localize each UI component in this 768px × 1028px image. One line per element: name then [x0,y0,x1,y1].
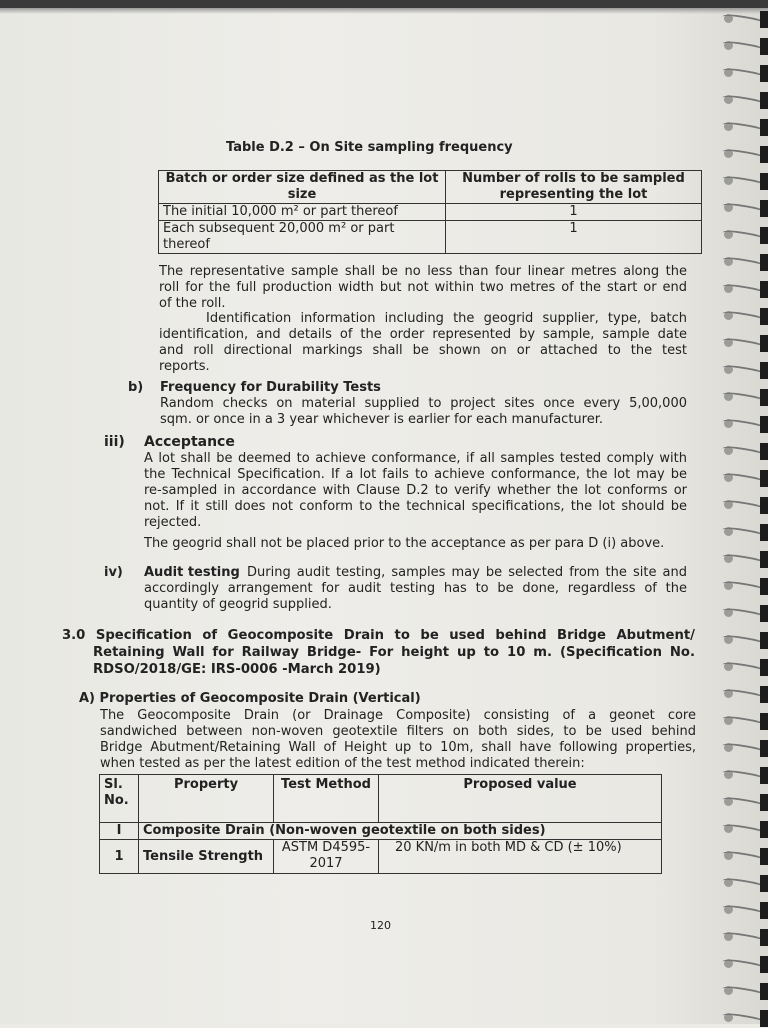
paragraph-line: The representative sample shall be no less than four linear metres along the [159,264,687,279]
paragraph-line: reports. [159,359,210,374]
table-cell: The initial 10,000 m² or part thereof [159,204,446,221]
binding-coil [720,797,768,807]
paragraph-line: Bridge Abutment/Retaining Wall of Height up to 10m, shall have following properties, [100,740,696,755]
table-section-row [100,823,662,840]
binding-coil [720,311,768,321]
table-cell: Each subsequent 20,000 m² or part thereof [159,221,446,254]
paragraph-line: sqm. or once in a 3 year whichever is earlier for each manufacturer. [160,412,604,427]
binding-coil [720,932,768,942]
paragraph-line: accordingly arrangement for audit testing has to be done, regardless of the [144,581,687,596]
section-heading: Audit testing [144,565,240,580]
table-header-cell: Test Method [274,775,379,823]
sampling-frequency-table [158,170,702,254]
binding-coil [720,176,768,186]
binding-coil [720,527,768,537]
table-row [159,204,702,221]
binding-coil [720,203,768,213]
table-header-row [159,171,702,204]
table-header-row [100,775,662,823]
section-heading: Retaining Wall for Railway Bridge- For height up to 10 m. (Specification No. [93,645,695,660]
item-number: iii) [104,434,125,450]
binding-coil [720,365,768,375]
table-header-cell: Proposed value [379,775,662,823]
table-cell: 20 KN/m in both MD & CD (± 10%) [379,840,662,874]
binding-coil [720,878,768,888]
table-header-cell: Sl. No. [100,775,139,823]
table-cell: 1 [446,204,702,221]
scan-top-edge [0,0,768,8]
geocomposite-properties-table [99,774,662,874]
binding-coil [720,1013,768,1023]
binding-coil [720,149,768,159]
paragraph-line: sandwiched between non-woven geotextile filters on both sides, to be used behind [100,724,696,739]
binding-coil [720,419,768,429]
binding-coil [720,959,768,969]
paragraph-line: not. If it still does not conform to the technical specifications, the lot should be [144,499,687,514]
paragraph-line: roll for the full production width but not within two metres of the start or end [159,280,687,295]
section-heading: 3.0 Specification of Geocomposite Drain to be used behind Bridge Abutment/ [62,628,695,643]
section-heading: A) Properties of Geocomposite Drain (Vertical) [79,691,421,706]
table-header-cell: Number of rolls to be sampled representing the lot [446,171,702,204]
table-row [159,221,702,254]
binding-coil [720,230,768,240]
binding-coil [720,635,768,645]
table-d2-title: Table D.2 – On Site sampling frequency [226,140,513,155]
item-number: iv) [104,565,123,580]
paragraph-line: A lot shall be deemed to achieve conformance, if all samples tested comply with [144,451,687,466]
table-cell: Tensile Strength [139,840,274,874]
binding-coil [720,824,768,834]
binding-coil [720,851,768,861]
binding-coil [720,608,768,618]
binding-coil [720,338,768,348]
item-number: b) [128,380,144,395]
section-heading: Acceptance [144,434,235,450]
table-cell: ASTM D4595-2017 [274,840,379,874]
table-cell: Composite Drain (Non-woven geotextile on both sides) [139,823,662,840]
table-cell: I [100,823,139,840]
binding-coil [720,257,768,267]
paragraph-line: re-sampled in accordance with Clause D.2 to verify whether the lot conforms or [144,483,687,498]
binding-coil [720,473,768,483]
binding-coil [720,446,768,456]
binding-coil [720,392,768,402]
binding-coil [720,284,768,294]
paragraph-line: and roll directional markings shall be shown on or attached to the test [159,343,687,358]
paragraph-line: of the roll. [159,296,226,311]
table-row [100,840,662,874]
paragraph-line: quantity of geogrid supplied. [144,597,332,612]
paragraph-line: when tested as per the latest edition of the test method indicated therein: [100,756,585,771]
paragraph-line: Random checks on material supplied to project sites once every 5,00,000 [160,396,687,411]
binding-coil [720,770,768,780]
scan-top-shadow [0,8,768,14]
binding-coil [720,41,768,51]
binding-coil [720,14,768,24]
binding-coil [720,581,768,591]
paragraph-line: the Technical Specification. If a lot fails to achieve conformance, the lot may be [144,467,687,482]
paragraph-line: The geogrid shall not be placed prior to the acceptance as per para D (i) above. [144,536,665,551]
binding-coil [720,986,768,996]
paragraph-line: During audit testing, samples may be selected from the site and [247,565,687,580]
binding-coil [720,689,768,699]
binding-coil [720,122,768,132]
binding-coil [720,554,768,564]
binding-coil [720,662,768,672]
binding-coil [720,95,768,105]
binding-coil [720,68,768,78]
table-header-cell: Batch or order size defined as the lot size [159,171,446,204]
section-heading: RDSO/2018/GE: IRS-0006 -March 2019) [93,662,381,677]
binding-coil [720,743,768,753]
table-header-cell: Property [139,775,274,823]
binding-coil [720,716,768,726]
paragraph-line: rejected. [144,515,202,530]
spiral-binding [708,14,768,1024]
paragraph-line: identification, and details of the order represented by sample, sample date [159,327,687,342]
page-number: 120 [370,919,391,932]
section-heading: Frequency for Durability Tests [160,380,381,395]
paragraph-line: Identification information including the geogrid supplier, type, batch [206,311,687,326]
binding-coil [720,905,768,915]
paragraph-line: The Geocomposite Drain (or Drainage Composite) consisting of a geonet core [100,708,696,723]
table-cell: 1 [446,221,702,254]
table-cell: 1 [100,840,139,874]
binding-coil [720,500,768,510]
